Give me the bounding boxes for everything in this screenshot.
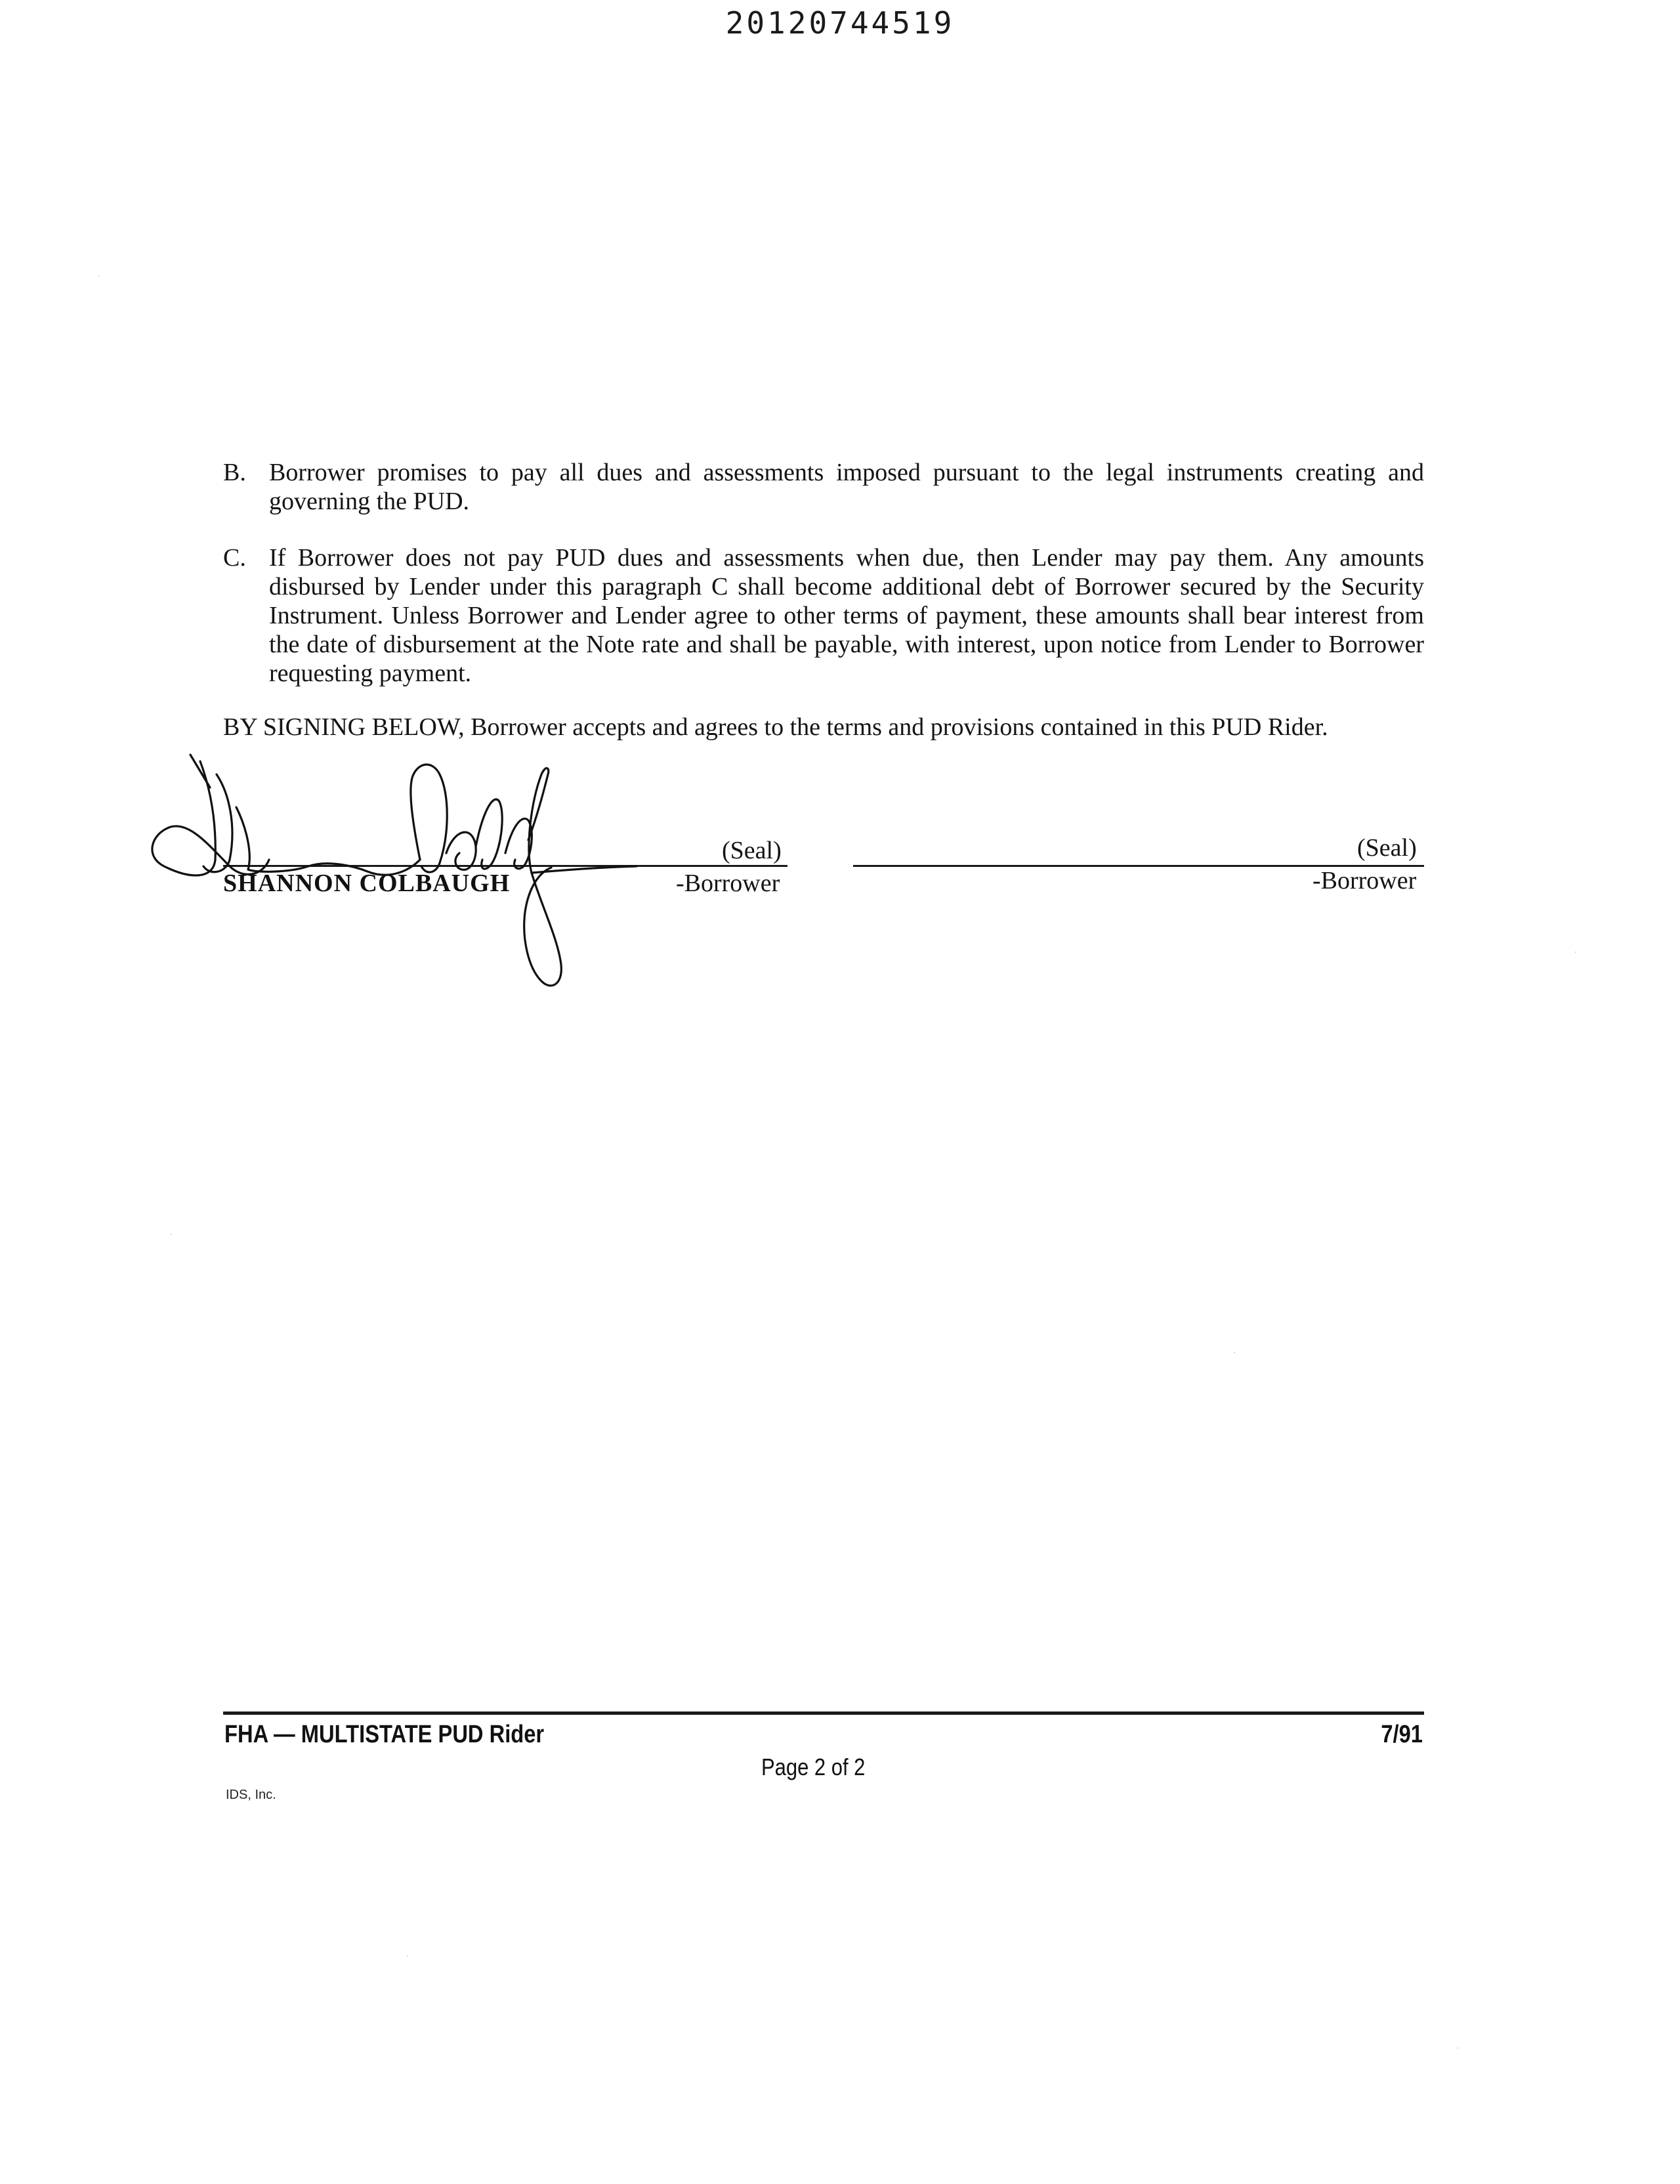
page-indicator: Page 2 of 2 [761, 1754, 866, 1780]
scan-speck [1234, 1352, 1235, 1353]
form-date: 7/91 [1381, 1721, 1423, 1748]
scan-speck [98, 276, 100, 277]
recording-number: 20120744519 [725, 5, 955, 41]
seal-label-right: (Seal) [1357, 834, 1417, 862]
footer-rule [223, 1712, 1424, 1715]
seal-label-left: (Seal) [722, 837, 782, 864]
paragraph-b [223, 458, 1424, 524]
signing-statement: BY SIGNING BELOW, Borrower accepts and agrees to the terms and provisions contained in this PUD Rider. [223, 713, 1328, 741]
handwritten-signature [138, 748, 676, 998]
borrower-name: SHANNON COLBAUGH [223, 870, 511, 897]
form-title: FHA — MULTISTATE PUD Rider [224, 1721, 545, 1748]
scan-speck [407, 1956, 408, 1957]
paragraph-letter: B. [223, 459, 246, 486]
borrower-role-right: -Borrower [1312, 867, 1417, 894]
paragraph-letter: C. [223, 544, 246, 572]
paragraph-text: Borrower promises to pay all dues and assessments imposed pursuant to the legal instruments creating and governing the PUD. [269, 459, 1424, 515]
paragraph-text: If Borrower does not pay PUD dues and assessments when due, then Lender may pay them. Any amounts disbursed by Lender under this paragraph C shall become additional debt of Borrower secured by the Security Instrument. Unless Borrower and Lender agree to other terms of payment, these amounts shall bear interest from the date of disbursement at the Note rate and shall be payable, with interest, upon notice from Lender to Borrower requesting payment. [269, 544, 1424, 687]
publisher-label: IDS, Inc. [226, 1788, 276, 1802]
borrower-role-left: -Borrower [676, 870, 780, 897]
scan-speck [1575, 952, 1576, 953]
paragraph-c [223, 543, 1424, 694]
scan-speck [1457, 2048, 1458, 2049]
scan-speck [171, 1234, 172, 1235]
